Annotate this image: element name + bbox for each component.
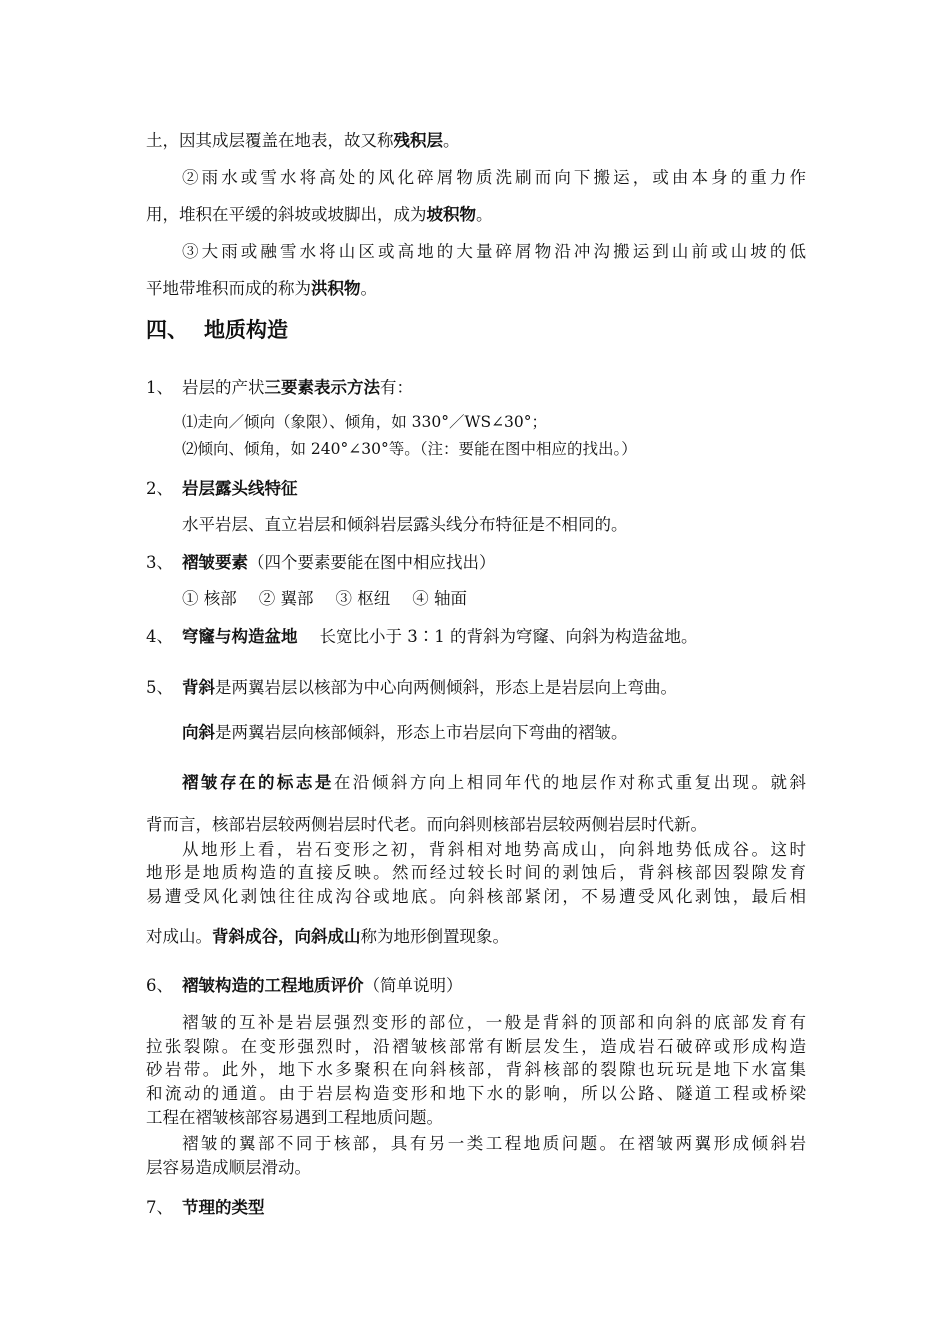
item-4: 4、 穹窿与构造盆地 长宽比小于 3∶1 的背斜为穹窿、向斜为构造盆地。 [146, 627, 698, 646]
terrain-line1: 从地形上看，岩石变形之初，背斜相对地势高成山，向斜地势低成谷。这时 [182, 840, 806, 859]
terrain-line3: 易遭受风化剥蚀往往成沟谷或地底。向斜核部紧闭，不易遭受风化剥蚀，最后相 [146, 887, 806, 906]
item-7-heading: 7、 节理的类型 [146, 1198, 265, 1217]
paragraph-flood-line1: ③大雨或融雪水将山区或高地的大量碎屑物沿冲沟搬运到山前或山坡的低 [182, 242, 806, 261]
item-6-line3: 砂岩带。此外，地下水多聚积在向斜核部，背斜核部的裂隙也玩玩是地下水富集 [146, 1060, 806, 1079]
item-6-heading: 6、 褶皱构造的工程地质评价（简单说明） [146, 976, 463, 995]
item-6-line2: 拉张裂隙。在变形强烈时，沿褶皱核部常有断层发生，造成岩石破碎或形成构造 [146, 1037, 806, 1056]
text: 。 [443, 131, 460, 150]
terrain-line4: 对成山。背斜成谷，向斜成山称为地形倒置现象。 [146, 927, 509, 946]
item-6-line1: 褶皱的互补是岩层强烈变形的部位，一般是背斜的顶部和向斜的底部发育有 [182, 1013, 806, 1032]
text: 土，因其成层覆盖在地表，故又称 [146, 131, 394, 150]
item-6-wing-line2: 层容易造成顺层滑动。 [146, 1158, 311, 1177]
fold-sign-line1: 褶皱存在的标志是在沿倾斜方向上相同年代的地层作对称式重复出现。就斜 [182, 773, 806, 792]
fold-elements-list: ① 核部 ② 翼部 ③ 枢纽 ④ 轴面 [182, 589, 467, 608]
paragraph-slope-line2: 用，堆积在平缓的斜坡或坡脚出，成为坡积物。 [146, 205, 493, 224]
item-1-line2: ⑵倾向、倾角，如 240°∠30°等。（注：要能在图中相应的找出。） [182, 440, 637, 458]
paragraph-slope-line1: ②雨水或雪水将高处的风化碎屑物质洗刷而向下搬运，或由本身的重力作 [182, 168, 806, 187]
item-1-line1: ⑴走向／倾向（象限）、倾角，如 330°／WS∠30°； [182, 413, 548, 431]
fold-sign-line2: 背而言，核部岩层较两侧岩层时代老。而向斜则核部岩层较两侧岩层时代新。 [146, 815, 707, 834]
term-residual-layer: 残积层 [393, 131, 443, 150]
paragraph-flood-line2: 平地带堆积而成的称为洪积物。 [146, 279, 377, 298]
item-5-syncline: 向斜是两翼岩层向核部倾斜，形态上市岩层向下弯曲的褶皱。 [182, 723, 628, 742]
section-heading: 四、 地质构造 [146, 318, 288, 342]
term-flood-deposit: 洪积物 [311, 279, 361, 298]
term-slope-deposit: 坡积物 [426, 205, 476, 224]
item-2-text: 水平岩层、直立岩层和倾斜岩层露头线分布特征是不相同的。 [182, 515, 628, 534]
item-1-heading: 1、 岩层的产状三要素表示方法有： [146, 378, 413, 397]
item-6-wing-line1: 褶皱的翼部不同于核部，具有另一类工程地质问题。在褶皱两翼形成倾斜岩 [182, 1134, 806, 1153]
item-3-heading: 3、 褶皱要素（四个要素要能在图中相应找出） [146, 553, 496, 572]
item-5-anticline: 5、 背斜是两翼岩层以核部为中心向两侧倾斜，形态上是岩层向上弯曲。 [146, 678, 677, 697]
terrain-line2: 地形是地质构造的直接反映。然而经过较长时间的剥蚀后，背斜核部因裂隙发育 [146, 863, 806, 882]
item-6-line5: 工程在褶皱核部容易遇到工程地质问题。 [146, 1108, 443, 1127]
item-6-line4: 和流动的通道。由于岩层构造变形和地下水的影响，所以公路、隧道工程或桥梁 [146, 1084, 806, 1103]
paragraph-residual [146, 131, 806, 151]
item-2-heading: 2、 岩层露头线特征 [146, 479, 298, 498]
